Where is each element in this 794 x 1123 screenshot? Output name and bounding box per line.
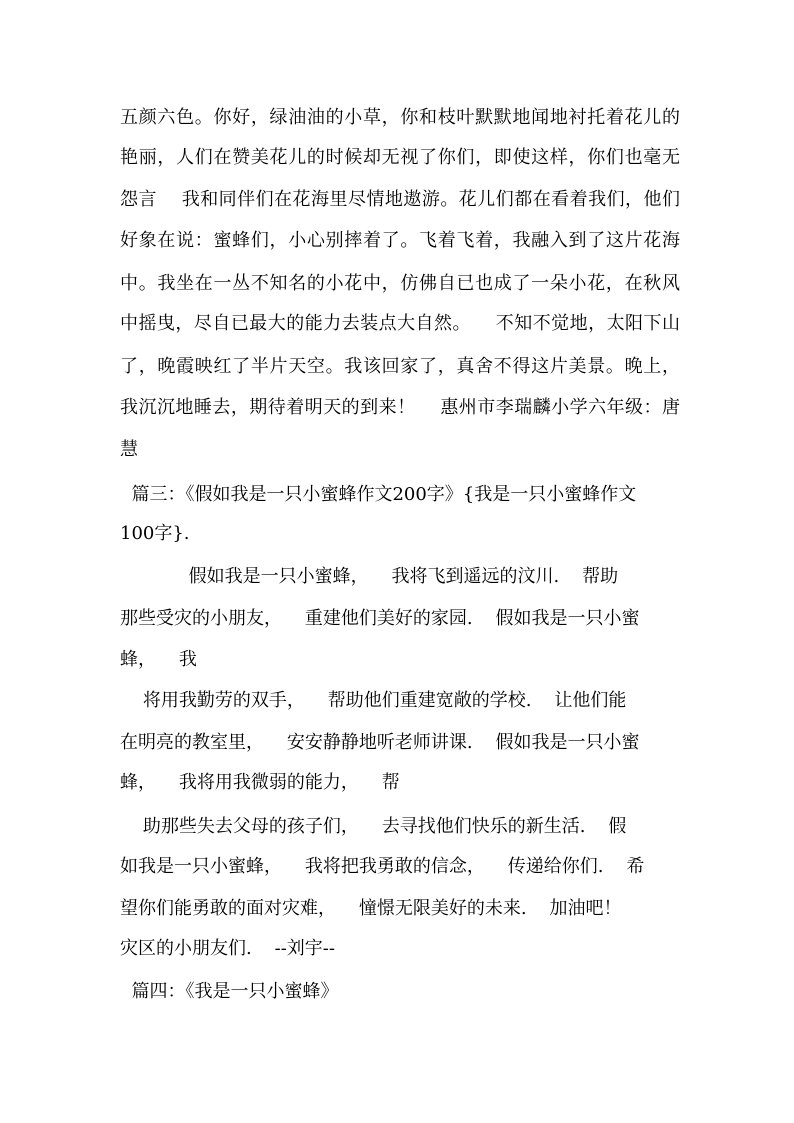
text-line: 中。我坐在一丛不知名的小花中，仿佛自已也成了一朵小花，在秋风 xyxy=(120,273,680,294)
text-line: 五颜六色。你好，绿油油的小草，你和枝叶默默地闻地衬托着花儿的 xyxy=(120,107,680,128)
text-line: 将用我勤劳的双手， 帮助他们重建宽敞的学校. 让他们能 xyxy=(120,690,627,711)
text-line: 艳丽，人们在赞美花儿的时候却无视了你们，即使这样，你们也毫无 xyxy=(120,147,680,168)
text-line: 蜂， 我 xyxy=(120,649,197,670)
text-line: 我沉沉地睡去，期待着明天的到来！ 惠州市李瑞麟小学六年级：唐 xyxy=(120,397,680,418)
text-line: 中摇曳，尽自已最大的能力去装点大自然。 不知不觉地，太阳下山 xyxy=(120,313,680,334)
text-line: 灾区的小朋友们. --刘宇-- xyxy=(120,938,335,959)
text-line: 望你们能勇敢的面对灾难， 憧憬无限美好的未来. 加油吧！ xyxy=(120,898,622,919)
section-heading: 篇三：《假如我是一只小蜜蜂作文200字》{我是一只小蜜蜂作文 xyxy=(120,484,637,505)
text-line: 如我是一只小蜜蜂， 我将把我勇敢的信念， 传递给你们. 希 xyxy=(120,856,645,877)
text-line: 怨言 我和同伴们在花海里尽情地遨游。花儿们都在看着我们，他们 xyxy=(120,189,680,210)
section-heading-cont: 100字}. xyxy=(120,523,190,544)
text-line: 在明亮的教室里， 安安静静地听老师讲课. 假如我是一只小蜜 xyxy=(120,732,640,753)
text-line: 好象在说：蜜蜂们，小心别摔着了。飞着飞着，我融入到了这片花海 xyxy=(120,230,680,251)
text-line: 助那些失去父母的孩子们， 去寻找他们快乐的新生活. 假 xyxy=(120,816,627,837)
text-line: 那些受灾的小朋友， 重建他们美好的家园. 假如我是一只小蜜 xyxy=(120,608,640,629)
text-line: 假如我是一只小蜜蜂， 我将飞到遥远的汶川. 帮助 xyxy=(120,566,619,587)
text-line: 了，晚霞映红了半片天空。我该回家了，真舍不得这片美景。晚上， xyxy=(120,356,680,377)
text-line: 蜂， 我将用我微弱的能力， 帮 xyxy=(120,772,400,793)
section-heading: 篇四：《我是一只小蜜蜂》 xyxy=(120,981,339,1002)
text-line: 慧 xyxy=(120,439,138,460)
